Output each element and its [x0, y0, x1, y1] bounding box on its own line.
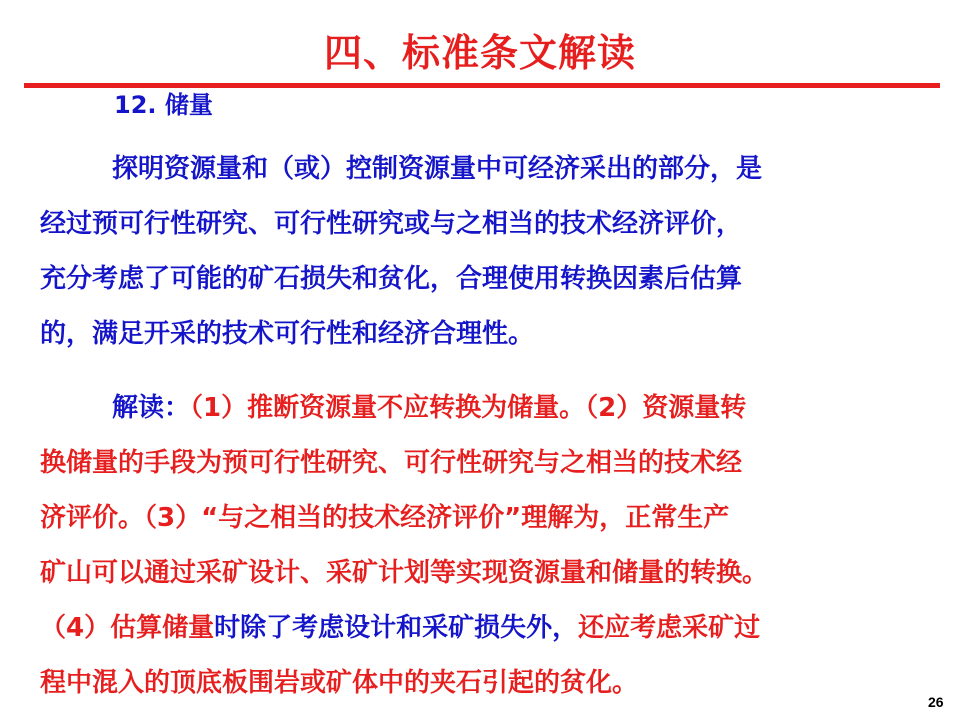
slide-title: 四、标准条文解读 — [323, 31, 636, 75]
interpretation-line-1: （1）推断资源量不应转换为储量。（2）资源量转 — [190, 393, 747, 423]
definition-line-3: 充分考虑了可能的矿石损失和贫化，合理使用转换因素后估算 — [40, 264, 743, 294]
definition-paragraph — [40, 142, 940, 362]
definition-line-2: 经过预可行性研究、可行性研究或与之相当的技术经济评价， — [40, 209, 743, 239]
interpretation-line-2: 换储量的手段为预可行性研究、可行性研究与之相当的技术经 — [40, 448, 743, 478]
interpretation-line-5a: （4）估算储量 — [40, 613, 215, 643]
section-heading: 12. 储量 — [114, 91, 213, 119]
interpretation-label: 解读： — [112, 393, 191, 423]
interpretation-line-5b: 时除了考虑设计和采矿损失外， — [214, 613, 579, 643]
interpretation-line-3: 济评价。（3）“与之相当的技术经济评价”理解为，正常生产 — [40, 503, 730, 533]
interpretation-line-5c: 还应考虑采矿过 — [578, 613, 761, 643]
interpretation-line-4: 矿山可以通过采矿设计、采矿计划等实现资源量和储量的转换。 — [40, 558, 769, 588]
page-number: 26 — [928, 694, 944, 710]
interpretation-paragraph — [40, 381, 940, 711]
definition-line-4: 的，满足开采的技术可行性和经济合理性。 — [40, 319, 535, 349]
interpretation-line-6: 程中混入的顶底板围岩或矿体中的夹石引起的贫化。 — [40, 668, 639, 698]
definition-line-1: 探明资源量和（或）控制资源量中可经济采出的部分，是 — [112, 154, 763, 184]
